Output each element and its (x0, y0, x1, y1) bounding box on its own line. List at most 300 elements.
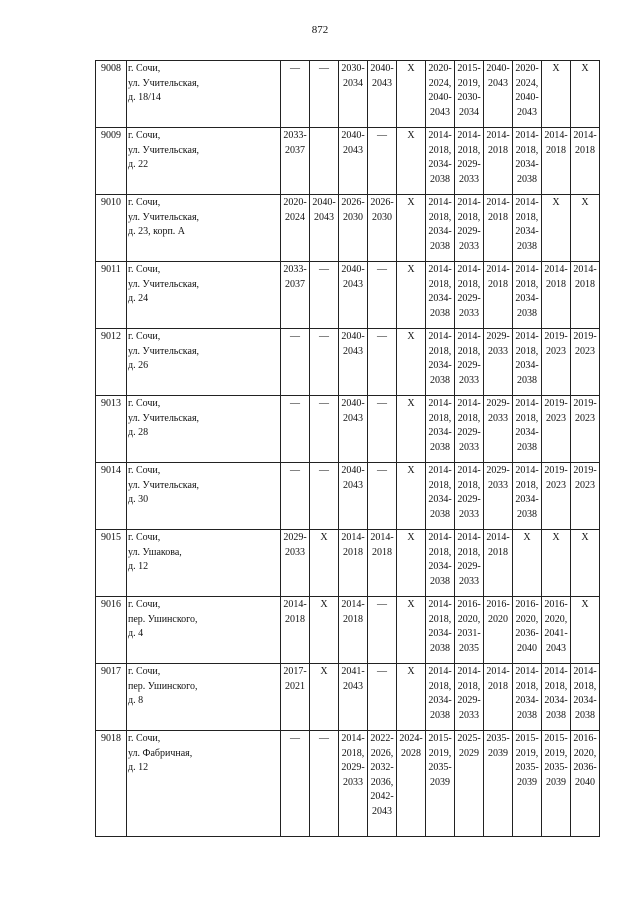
period-line: 2019- (573, 331, 597, 342)
period-cell (542, 731, 571, 837)
period-line: 2029- (283, 532, 307, 543)
period-line: 2043 (314, 211, 334, 223)
period-cell (339, 61, 368, 128)
period-line: 2018, (573, 680, 597, 692)
period-cell (455, 128, 484, 195)
address-line: ул. Учительская, (128, 211, 200, 223)
period-cell (397, 396, 426, 463)
address-line: д. 12 (128, 762, 149, 773)
period-cell (571, 463, 600, 530)
period-line: 2033 (459, 709, 479, 721)
period-cell (339, 329, 368, 396)
period-line: 2019, (457, 77, 481, 89)
period-line: 2014- (428, 532, 452, 543)
period-line: 2033 (488, 345, 508, 357)
period-cell (368, 396, 397, 463)
period-line: 2018, (515, 479, 539, 491)
period-line: Х (407, 197, 415, 208)
period-cell (571, 128, 600, 195)
table-row (96, 530, 600, 597)
period-cell (513, 262, 542, 329)
period-line: 2018, (428, 211, 452, 223)
period-line: 2018 (488, 546, 508, 558)
period-line: 2029- (457, 494, 481, 505)
period-cell (368, 731, 397, 837)
period-line: 2020- (515, 63, 539, 74)
period-line: 2018, (457, 546, 481, 558)
period-line: 2014- (573, 666, 597, 677)
period-line: 2033 (459, 307, 479, 319)
address-line: д. 12 (128, 561, 149, 572)
period-line: 2033 (459, 508, 479, 520)
period-line: 2018 (575, 144, 595, 156)
period-cell (368, 530, 397, 597)
period-line: Х (407, 63, 415, 74)
period-line: 2024 (285, 211, 305, 223)
period-cell (455, 195, 484, 262)
period-cell (339, 128, 368, 195)
period-line: 2014- (486, 532, 510, 543)
period-line: 2014- (544, 666, 568, 677)
period-line: 2038 (430, 642, 450, 654)
period-line: 2026- (370, 197, 394, 208)
registry-table (95, 60, 600, 837)
address-line: ул. Учительская, (128, 345, 200, 357)
period-line: — (319, 398, 329, 409)
table-row (96, 329, 600, 396)
period-line: 2019- (544, 331, 568, 342)
period-line: Х (407, 465, 415, 476)
period-line: 2034- (515, 695, 539, 706)
period-line: 2040 (517, 642, 537, 654)
period-cell (281, 597, 310, 664)
period-line: 2041- (341, 666, 365, 677)
period-line: Х (407, 331, 415, 342)
period-cell (426, 731, 455, 837)
period-line: 2017- (283, 666, 307, 677)
period-line: 2030- (457, 92, 481, 103)
period-line: 2038 (430, 374, 450, 386)
address-cell (127, 530, 281, 597)
period-cell (484, 195, 513, 262)
period-line: 2014- (457, 398, 481, 409)
period-line: 2034- (515, 226, 539, 237)
period-line: 2040- (486, 63, 510, 74)
period-line: 2028 (401, 747, 421, 759)
period-line: 2018, (515, 345, 539, 357)
period-cell (426, 597, 455, 664)
period-line: 2023 (575, 345, 595, 357)
period-line: 2034- (428, 293, 452, 304)
period-line: 2023 (546, 345, 566, 357)
period-line: — (377, 666, 387, 677)
period-cell (455, 463, 484, 530)
period-line: 2033 (285, 546, 305, 558)
period-line: Х (407, 398, 415, 409)
period-cell (455, 61, 484, 128)
row-number-cell: 9010 (96, 195, 127, 262)
period-line: 2023 (575, 412, 595, 424)
period-line: 2018, (515, 278, 539, 290)
period-line: 2019- (573, 398, 597, 409)
period-line: 2034- (428, 159, 452, 170)
period-line: 2038 (430, 240, 450, 252)
period-line: Х (581, 599, 589, 610)
period-line: 2033 (459, 374, 479, 386)
period-line: 2018, (515, 680, 539, 692)
period-cell (571, 731, 600, 837)
period-cell (397, 463, 426, 530)
registry-body (96, 61, 600, 837)
period-line: 2023 (575, 479, 595, 491)
period-line: 2018, (544, 680, 568, 692)
period-line: Х (407, 532, 415, 543)
address-line: пер. Ушинского, (128, 680, 198, 692)
period-line: 2034- (515, 293, 539, 304)
period-line: 2018, (457, 278, 481, 290)
period-cell (455, 664, 484, 731)
period-line: 2020, (544, 613, 568, 625)
period-cell (310, 329, 339, 396)
period-cell (310, 396, 339, 463)
period-line: 2014- (515, 398, 539, 409)
period-line: 2035- (544, 762, 568, 773)
period-cell (513, 195, 542, 262)
period-line: 2014- (457, 331, 481, 342)
period-cell (339, 664, 368, 731)
period-cell (455, 329, 484, 396)
period-cell (397, 262, 426, 329)
period-line: 2038 (430, 575, 450, 587)
period-line: 2035- (515, 762, 539, 773)
period-line: — (377, 465, 387, 476)
period-line: 2029- (341, 762, 365, 773)
period-line: 2040- (370, 63, 394, 74)
period-cell (426, 329, 455, 396)
period-line: 2043 (430, 106, 450, 118)
period-line: 2037 (285, 278, 305, 290)
period-cell (281, 195, 310, 262)
period-line: 2040- (341, 465, 365, 476)
period-cell (310, 61, 339, 128)
period-line: Х (581, 532, 589, 543)
period-cell (339, 463, 368, 530)
period-cell (513, 396, 542, 463)
period-line: 2034- (515, 159, 539, 170)
period-line: 2029- (457, 695, 481, 706)
period-line: 2038 (430, 441, 450, 453)
period-line: — (290, 465, 300, 476)
period-line: 2035- (428, 762, 452, 773)
period-cell (368, 329, 397, 396)
period-line: 2034 (343, 77, 363, 89)
period-line: Х (523, 532, 531, 543)
address-cell (127, 664, 281, 731)
period-line: 2033 (459, 240, 479, 252)
period-line: 2018, (457, 680, 481, 692)
period-line: 2014- (428, 197, 452, 208)
address-line: ул. Учительская, (128, 278, 200, 290)
period-line: 2018 (488, 278, 508, 290)
period-cell (281, 463, 310, 530)
period-line: 2024, (428, 77, 452, 89)
period-line: 2018, (428, 546, 452, 558)
period-cell (542, 262, 571, 329)
period-line: 2034- (428, 226, 452, 237)
period-cell (397, 731, 426, 837)
period-cell (368, 195, 397, 262)
period-line: 2038 (430, 508, 450, 520)
period-line: 2034- (428, 494, 452, 505)
period-line: 2015- (515, 733, 539, 744)
period-line: — (290, 331, 300, 342)
period-line: 2036- (573, 762, 597, 773)
period-line: 2014- (544, 264, 568, 275)
address-line: д. 18/14 (128, 92, 161, 103)
period-line: 2029- (486, 398, 510, 409)
period-line: 2034- (428, 628, 452, 639)
period-line: 2014- (573, 130, 597, 141)
period-cell (397, 128, 426, 195)
period-line: Х (407, 599, 415, 610)
period-line: 2032- (370, 762, 394, 773)
period-line: 2014- (515, 130, 539, 141)
period-line: 2033 (459, 173, 479, 185)
address-cell (127, 463, 281, 530)
period-line: 2018 (343, 546, 363, 558)
row-number-cell: 9012 (96, 329, 127, 396)
period-cell (542, 128, 571, 195)
period-cell (571, 597, 600, 664)
period-line: 2033 (459, 575, 479, 587)
period-line: 2038 (517, 508, 537, 520)
period-line: Х (320, 532, 328, 543)
address-line: д. 23, корп. А (128, 226, 186, 237)
period-line: 2018 (343, 613, 363, 625)
address-line: д. 28 (128, 427, 149, 438)
period-cell (571, 195, 600, 262)
address-cell (127, 195, 281, 262)
address-line: г. Сочи, (128, 666, 161, 677)
period-cell (484, 530, 513, 597)
period-line: 2029 (459, 747, 479, 759)
period-cell (310, 463, 339, 530)
address-cell (127, 128, 281, 195)
address-line: г. Сочи, (128, 465, 161, 476)
period-line: 2014- (486, 197, 510, 208)
period-line: 2039 (488, 747, 508, 759)
period-cell (310, 664, 339, 731)
period-line: 2038 (517, 709, 537, 721)
address-line: пер. Ушинского, (128, 613, 198, 625)
period-cell (571, 262, 600, 329)
period-line: 2035- (486, 733, 510, 744)
period-line: 2023 (546, 412, 566, 424)
period-cell (484, 262, 513, 329)
period-cell (455, 530, 484, 597)
table-row (96, 61, 600, 128)
period-line: 2040- (312, 197, 336, 208)
address-line: ул. Учительская, (128, 77, 200, 89)
period-cell (571, 396, 600, 463)
period-line: 2018 (546, 278, 566, 290)
period-line: 2033 (343, 776, 363, 788)
period-line: 2038 (430, 173, 450, 185)
period-cell (542, 463, 571, 530)
period-line: 2034- (573, 695, 597, 706)
period-line: 2014- (486, 666, 510, 677)
period-cell (310, 195, 339, 262)
period-line: 2020, (515, 613, 539, 625)
table-row (96, 731, 600, 837)
row-number-cell: 9014 (96, 463, 127, 530)
period-line: 2030 (343, 211, 363, 223)
period-line: — (377, 130, 387, 141)
address-line: ул. Учительская, (128, 144, 200, 156)
period-cell (542, 329, 571, 396)
period-cell (455, 262, 484, 329)
period-cell (484, 128, 513, 195)
period-line: 2020- (283, 197, 307, 208)
period-line: — (377, 599, 387, 610)
period-cell (339, 597, 368, 664)
period-line: 2033- (283, 264, 307, 275)
period-line: 2043 (343, 412, 363, 424)
period-line: — (319, 63, 329, 74)
period-line: 2014- (370, 532, 394, 543)
address-line: д. 8 (128, 695, 144, 706)
period-cell (455, 396, 484, 463)
row-number-cell: 9011 (96, 262, 127, 329)
address-line: ул. Учительская, (128, 412, 200, 424)
period-line: 2014- (457, 130, 481, 141)
period-cell (310, 597, 339, 664)
period-line: 2034- (428, 427, 452, 438)
period-line: 2015- (428, 733, 452, 744)
period-line: 2029- (486, 465, 510, 476)
period-line: 2029- (486, 331, 510, 342)
period-cell (339, 195, 368, 262)
period-line: 2018 (488, 144, 508, 156)
address-line: г. Сочи, (128, 599, 161, 610)
period-line: 2018 (488, 680, 508, 692)
period-cell (513, 329, 542, 396)
row-number-cell: 9017 (96, 664, 127, 731)
period-cell (397, 664, 426, 731)
period-cell (310, 128, 339, 195)
period-line: 2043 (517, 106, 537, 118)
period-line: 2038 (546, 709, 566, 721)
row-number-cell: 9008 (96, 61, 127, 128)
address-line: ул. Фабричная, (128, 747, 193, 759)
period-line: Х (407, 666, 415, 677)
period-cell (571, 664, 600, 731)
period-line: 2040- (341, 331, 365, 342)
period-line: Х (407, 264, 415, 275)
table-row (96, 664, 600, 731)
period-line: 2014- (457, 532, 481, 543)
period-line: 2034- (544, 695, 568, 706)
period-line: 2036, (370, 776, 394, 788)
period-cell (513, 664, 542, 731)
period-line: 2041- (544, 628, 568, 639)
period-line: 2019, (515, 747, 539, 759)
period-line: 2020, (457, 613, 481, 625)
period-line: 2038 (517, 240, 537, 252)
period-line: — (319, 331, 329, 342)
period-cell (281, 530, 310, 597)
period-line: 2037 (285, 144, 305, 156)
period-line: 2018, (515, 211, 539, 223)
period-line: 2024, (515, 77, 539, 89)
period-line: 2018, (428, 412, 452, 424)
period-cell (513, 731, 542, 837)
period-line: 2014- (486, 264, 510, 275)
period-line: 2019, (428, 747, 452, 759)
period-line: 2038 (430, 307, 450, 319)
period-line: 2018 (575, 278, 595, 290)
period-line: 2015- (457, 63, 481, 74)
period-line: — (319, 733, 329, 744)
period-line: 2019, (544, 747, 568, 759)
address-line: г. Сочи, (128, 532, 161, 543)
address-line: д. 24 (128, 293, 149, 304)
period-line: 2014- (573, 264, 597, 275)
period-cell (542, 597, 571, 664)
period-line: 2043 (343, 278, 363, 290)
address-line: д. 4 (128, 628, 144, 639)
period-line: 2026, (370, 747, 394, 759)
period-line: Х (407, 130, 415, 141)
period-line: 2020- (428, 63, 452, 74)
period-cell (281, 396, 310, 463)
table-row (96, 128, 600, 195)
period-cell (368, 61, 397, 128)
period-cell (397, 530, 426, 597)
period-cell (513, 128, 542, 195)
address-line: г. Сочи, (128, 63, 161, 74)
period-line: — (290, 398, 300, 409)
period-line: 2033 (459, 441, 479, 453)
period-line: 2014- (341, 733, 365, 744)
period-line: 2018, (428, 680, 452, 692)
address-line: г. Сочи, (128, 398, 161, 409)
period-cell (368, 463, 397, 530)
period-cell (339, 262, 368, 329)
period-line: 2016- (544, 599, 568, 610)
address-cell (127, 61, 281, 128)
period-cell (368, 262, 397, 329)
period-line: 2018, (457, 479, 481, 491)
period-line: 2024- (399, 733, 423, 744)
period-line: — (377, 331, 387, 342)
period-line: 2034- (428, 561, 452, 572)
period-line: 2014- (515, 666, 539, 677)
period-line: 2043 (343, 144, 363, 156)
period-line: 2020 (488, 613, 508, 625)
address-line: ул. Ушакова, (128, 546, 182, 558)
period-line: 2040 (575, 776, 595, 788)
period-line: 2014- (457, 465, 481, 476)
row-number-cell: 9015 (96, 530, 127, 597)
period-line: 2033- (283, 130, 307, 141)
period-cell (484, 597, 513, 664)
period-line: 2029- (457, 159, 481, 170)
address-cell (127, 262, 281, 329)
period-line: 2019- (544, 398, 568, 409)
period-cell (484, 396, 513, 463)
period-line: 2034- (428, 360, 452, 371)
